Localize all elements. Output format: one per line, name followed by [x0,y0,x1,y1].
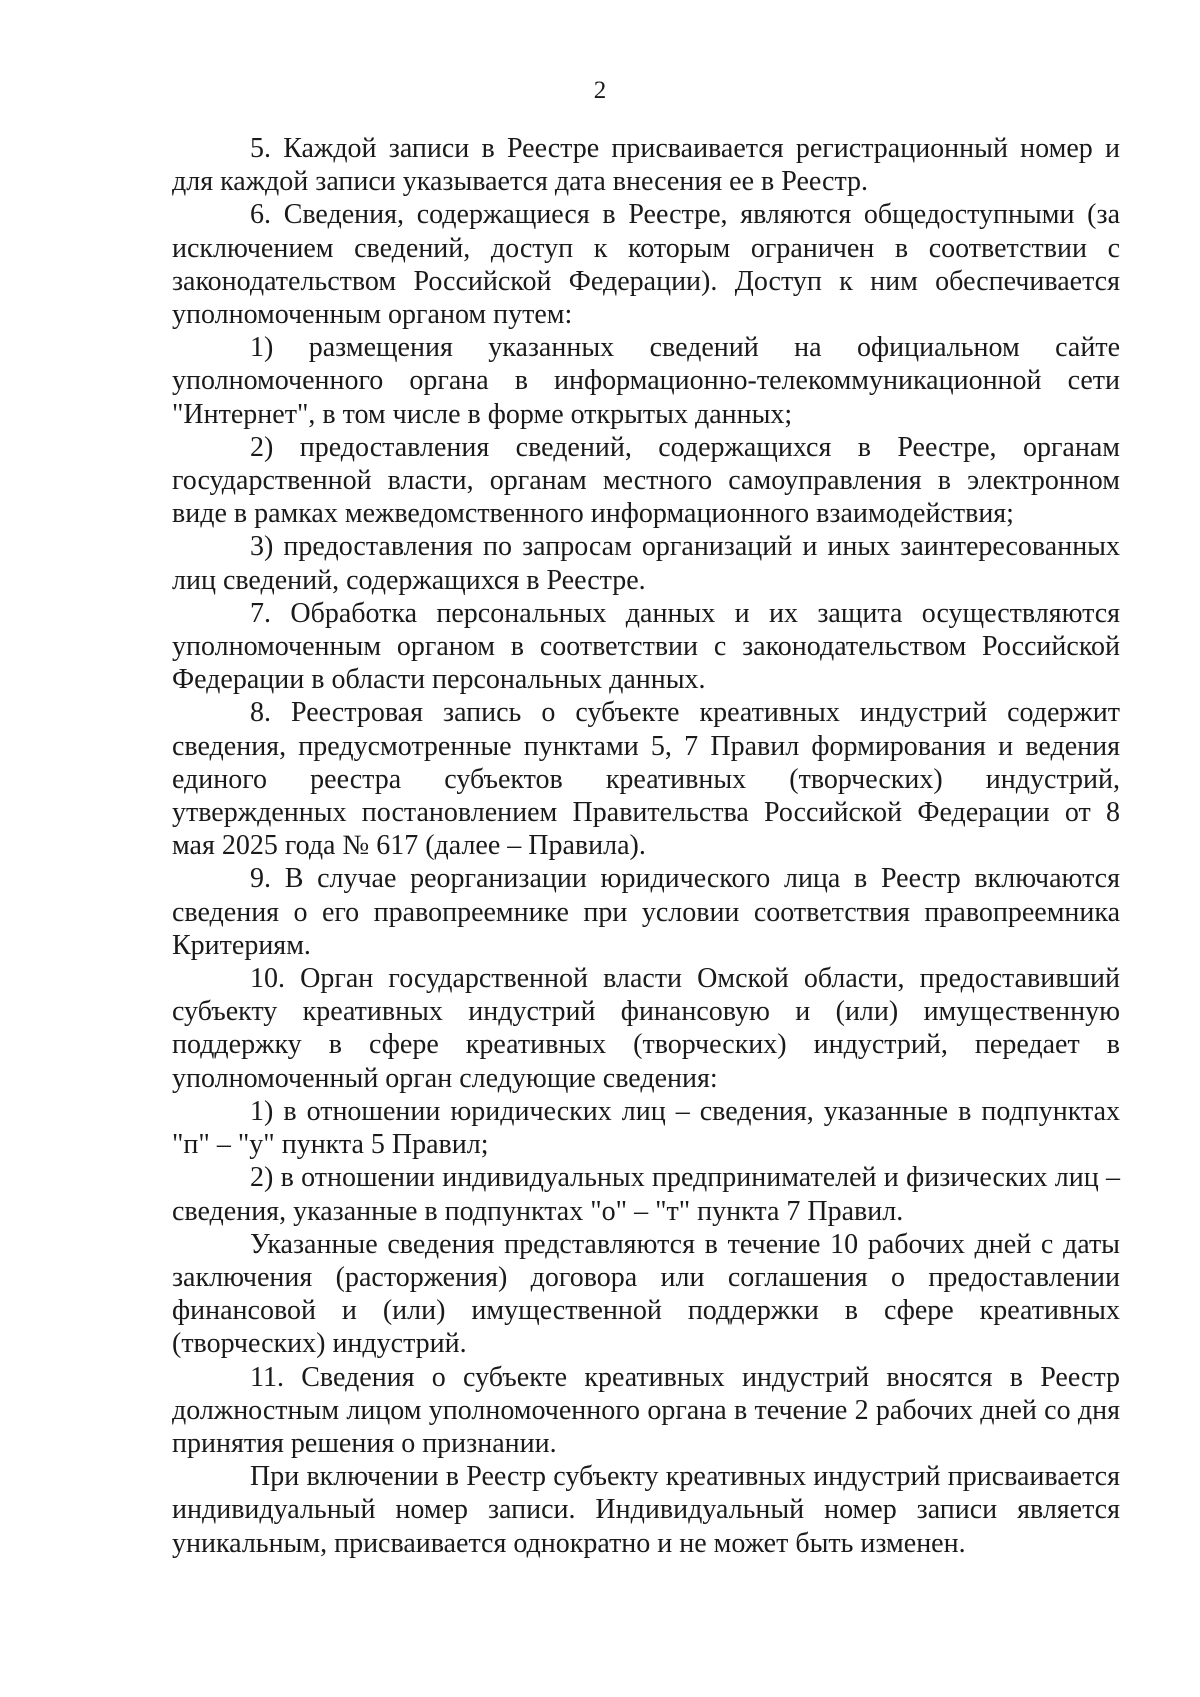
paragraph-11-note: При включении в Реестр субъекту креативных индустрий присваивается индивидуальный номер записи. Индивидуальный номер записи является уникальным, присваивается однократно и не может быть изменен. [172,1461,1120,1559]
paragraph-11: 11. Сведения о субъекте креативных индустрий вносятся в Реестр должностным лицом уполномоченного органа в течение 2 рабочих дней со дня принятия решения о признании. [172,1361,1120,1459]
paragraph-6-item-1: 1) размещения указанных сведений на официальном сайте уполномоченного органа в информационно-телекоммуникационной сети "Интернет", в том числе в форме открытых данных; [172,332,1120,430]
paragraph-5: 5. Каждой записи в Реестре присваивается регистрационный номер и для каждой записи указывается дата внесения ее в Реестр. [172,133,1120,198]
paragraph-9: 9. В случае реорганизации юридического лица в Реестр включаются сведения о его правопреемнике при условии соответствия правопреемника Критериям. [172,863,1120,961]
paragraph-10: 10. Орган государственной власти Омской области, предоставивший субъекту креативных индустрий финансовую и (или) имущественную поддержку в сфере креативных (творческих) индустрий, передает в уполномоченный орган следующие сведения: [172,963,1120,1094]
paragraph-6: 6. Сведения, содержащиеся в Реестре, являются общедоступными (за исключением сведений, доступ к которым ограничен в соответствии с законодательством Российской Федерации). Доступ к ним обеспечивается уполномоченным органом путем: [172,199,1120,331]
paragraph-10-item-1: 1) в отношении юридических лиц – сведения, указанные в подпунктах "п" – "у" пункта 5 Правил; [172,1095,1120,1161]
paragraph-10-note: Указанные сведения представляются в течение 10 рабочих дней с даты заключения (расторжения) договора или соглашения о предоставлении финансовой и (или) имущественной поддержки в сфере креативных (творческих) индустрий. [172,1228,1120,1360]
paragraph-8: 8. Реестровая запись о субъекте креативных индустрий содержит сведения, предусмотренные пунктами 5, 7 Правил формирования и ведения единого реестра субъектов креативных (творческих) индустрий, утвержденных постановлением Правительства Российской Федерации от 8 мая 2025 года № 617 (далее – Правила). [172,697,1120,862]
paragraph-6-item-3: 3) предоставления по запросам организаций и иных заинтересованных лиц сведений, содержащихся в Реестре. [172,531,1120,596]
paragraph-6-item-2: 2) предоставления сведений, содержащихся в Реестре, органам государственной власти, органам местного самоуправления в электронном виде в рамках межведомственного информационного взаимодействия; [172,431,1120,530]
document-body [172,132,1120,1560]
page-number: 2 [593,77,607,104]
paragraph-10-item-2: 2) в отношении индивидуальных предпринимателей и физических лиц – сведения, указанные в подпунктах "о" – "т" пункта 7 Правил. [172,1162,1120,1227]
paragraph-7: 7. Обработка персональных данных и их защита осуществляются уполномоченным органом в соответствии с законодательством Российской Федерации в области персональных данных. [172,597,1120,696]
